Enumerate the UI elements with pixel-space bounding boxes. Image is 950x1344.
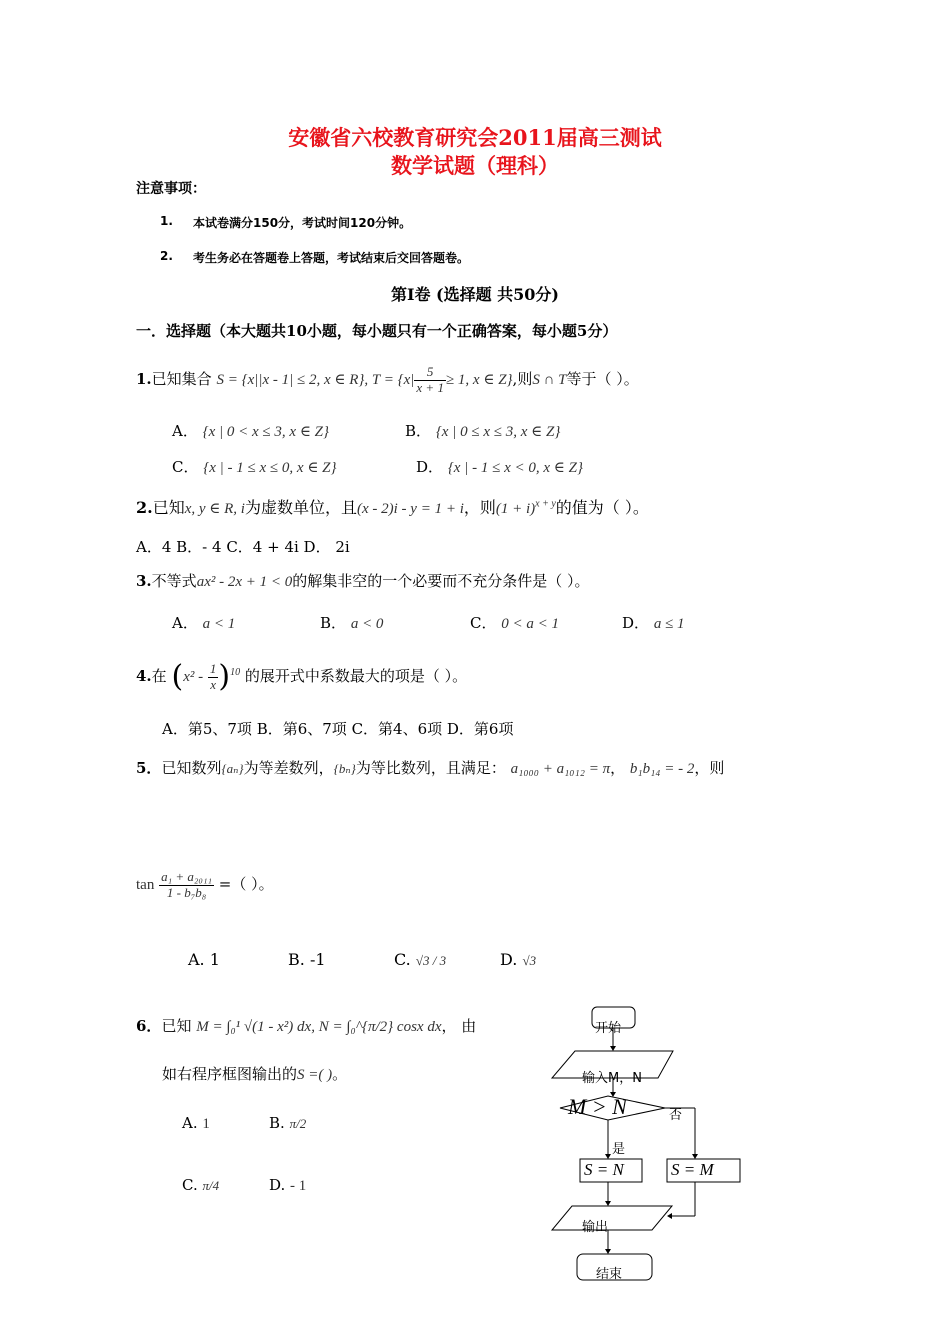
question-6-option-b: B. π/2 (269, 1114, 307, 1132)
flowchart-output-box (552, 1206, 672, 1230)
question-3-option-c: C． 0 < a < 1 (470, 614, 560, 632)
question-1-sets: S = {x||x - 1| ≤ 2, x ∈ R}, T = {x| (216, 372, 415, 388)
question-1-stem-a: 已知集合 (151, 370, 212, 388)
question-1-option-b: B． {x | 0 ≤ x ≤ 3, x ∈ Z} (405, 422, 561, 440)
question-1-option-d: D． {x | - 1 ≤ x < 0, x ∈ Z} (416, 458, 583, 476)
question-6-s-expr: S =( ) (297, 1067, 333, 1083)
question-3-option-d: D． a ≤ 1 (622, 614, 685, 632)
question-5-option-c: C. √3 / 3 (394, 950, 447, 969)
question-6-integrals: M = ∫₀¹ √(1 - x²) dx, N = ∫₀^{π/2} cosx dx (196, 1019, 442, 1035)
page-title: 安徽省六校教育研究会2011届高三测试 (288, 125, 662, 150)
question-1-stem-b: ,则 (512, 370, 533, 388)
page-subtitle: 数学试题（理科） (391, 153, 559, 178)
section1-title: 一．选择题（本大题共10小题，每小题只有一个正确答案，每小题5分） (136, 322, 618, 340)
question-1-fraction: $\frac{5}{x + 1}$ (416, 364, 444, 395)
flowchart-output-label: 输出 (582, 1220, 609, 1235)
question-2-vars: x, y ∈ R, i (184, 501, 245, 517)
question-1-option-a: A． {x | 0 < x ≤ 3, x ∈ Z} (172, 422, 330, 440)
question-6-option-d: D. - 1 (269, 1176, 307, 1194)
question-5-option-a: A. 1 (188, 950, 220, 969)
question-3: 3.不等式ax² - 2x + 1 < 0的解集非空的一个必要而不充分条件是（ ）。 (136, 572, 590, 590)
question-4: 4.在 (x² - $\frac{1}{x}$ )$^{10}$ 的展开式中系数最大的项是（ ）。 (136, 659, 468, 694)
question-3-option-b: B． a < 0 (320, 614, 384, 632)
question-4-options: A．第5、7项 B．第6、7项 C．第4、6项 D．第6项 (162, 720, 514, 738)
notice-heading: 注意事项： (136, 181, 206, 197)
question-4-fraction: $\frac{1}{x}$ (209, 661, 217, 692)
question-6: 6．已知 M = ∫₀¹ √(1 - x²) dx, N = ∫₀^{π/2} cosx dx， 由 (136, 1017, 477, 1035)
question-1-number: 1. (136, 370, 152, 388)
flowchart-no-label: 否 (669, 1108, 683, 1123)
flowchart-lines (540, 1000, 770, 1290)
flowchart-assign-yes-label: S = N (584, 1160, 624, 1179)
part1-title: 第I卷 (选择题 共50分) (390, 285, 560, 304)
question-5: 5．已知数列{aₙ}为等差数列，{bₙ}为等比数列，且满足： a₁₀₀₀ + a₁₀₁₂ = π， b₁b₁₄ = - 2，则 (136, 759, 725, 777)
question-2-equation: (x - 2)i - y = 1 + i (356, 501, 464, 517)
question-2-options: A．4 B．- 4 C．4 + 4i D． 2i (136, 538, 350, 556)
question-5-option-d: D. √3 (500, 950, 537, 969)
question-6-option-c: C. π/4 (182, 1176, 220, 1194)
question-1 (136, 360, 639, 399)
flowchart-start-label: 开始 (595, 1021, 622, 1036)
flowchart-input-label: 输入M，N (582, 1071, 642, 1086)
question-1-stem-c: 等于（ ）。 (566, 370, 639, 388)
question-5-seq-b: {bₙ} (333, 761, 356, 776)
question-1-option-c: C． {x | - 1 ≤ x ≤ 0, x ∈ Z} (172, 458, 337, 476)
flowchart-yes-label: 是 (612, 1142, 626, 1157)
flowchart-condition-label: M > N (568, 1094, 627, 1119)
question-2: 2.已知x, y ∈ R, i为虚数单位，且(x - 2)i - y = 1 + i，则$(1 + i)^{x + y}$的值为（ ）。 (136, 498, 649, 517)
question-3-option-a: A． a < 1 (172, 614, 236, 632)
question-5-condition-1: a₁₀₀₀ + a₁₀₁₂ = π (510, 761, 611, 777)
question-1-set-t-tail: ≥ 1, x ∈ Z} (445, 372, 513, 388)
question-5-seq-a: {aₙ} (221, 761, 244, 776)
question-6-option-a: A. 1 (182, 1114, 210, 1132)
question-1-expr: S ∩ T (532, 372, 567, 388)
question-5-expression: tan $\frac{\text{a₁ + a₂₀₁₁}}{\text{1 - b₇b₈}}$ =（ ）。 (136, 869, 274, 900)
question-5-option-b: B. -1 (288, 950, 326, 969)
notice-item-1-num: 1. (160, 214, 173, 228)
notice-item-2-num: 2. (160, 249, 173, 263)
question-4-base: x² - (183, 669, 204, 685)
flowchart-end-label: 结束 (596, 1267, 623, 1282)
flowchart-assign-no-label: S = M (671, 1160, 714, 1179)
question-3-inequality: ax² - 2x + 1 < 0 (196, 574, 293, 590)
question-6-line-2: 如右程序框图输出的S =( )。 (162, 1065, 348, 1083)
question-5-fraction: $\frac{\text{a₁ + a₂₀₁₁}}{\text{1 - b₇b₈}}$ (161, 869, 212, 900)
notice-item-2-text: 考生务必在答题卷上答题，考试结束后交回答题卷。 (193, 251, 470, 265)
notice-item-1-text: 本试卷满分150分，考试时间120分钟。 (193, 216, 412, 230)
question-2-expr: (1 + i) (495, 501, 536, 517)
question-5-condition-2: b₁b₁₄ = - 2 (629, 761, 695, 777)
